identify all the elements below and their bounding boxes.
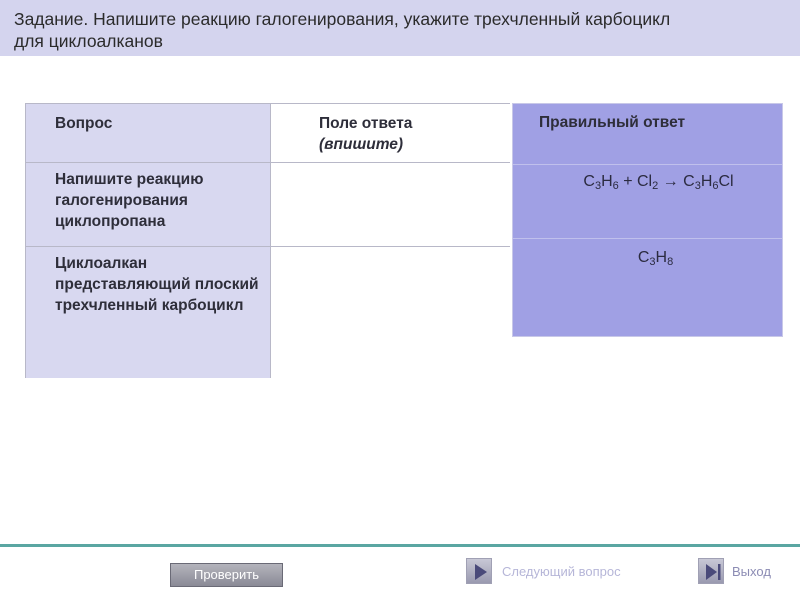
task-line-2: для циклоалканов: [14, 31, 163, 51]
footer-divider: [0, 544, 800, 547]
question-header-cell: [26, 104, 270, 162]
answer-field-1[interactable]: [270, 162, 510, 246]
answer-header-hint: (впишите): [319, 136, 404, 153]
exit-arrow-icon: [698, 558, 724, 584]
answer-header-label: Поле ответа: [319, 115, 413, 132]
correct-answer-header: Правильный ответ: [539, 114, 686, 131]
next-question-label: Следующий вопрос: [502, 564, 621, 579]
correct-answer-formula-2: $C_3H_8$: [637, 249, 674, 268]
question-text-1: Напишите реакцию галогенирования циклопропана: [55, 171, 204, 230]
task-line-1: Задание. Напишите реакцию галогенирования, укажите трехчленный карбоцикл: [14, 9, 671, 29]
question-table: [25, 103, 510, 378]
answer-field-2[interactable]: [270, 246, 510, 378]
correct-answer-panel: [512, 103, 783, 337]
task-header: [0, 0, 800, 56]
correct-answer-formula-1: $C_3H_6 + Cl_2 \to C_3H_6Cl$: [583, 173, 734, 192]
answer-header: [319, 113, 499, 155]
task-text: [14, 8, 794, 52]
exit-label: Выход: [732, 564, 771, 579]
check-button[interactable]: Проверить: [170, 563, 283, 587]
correct-answer-header-row: [513, 104, 782, 164]
correct-answer-row-1: [513, 164, 782, 238]
question-cell-1: [26, 162, 270, 246]
exit-button[interactable]: [698, 558, 788, 586]
question-header: Вопрос: [55, 115, 113, 132]
next-question-button[interactable]: [466, 558, 656, 586]
question-text-2: Циклоалкан представляющий плоский трехчленный карбоцикл: [55, 255, 259, 314]
answer-header-cell: [270, 104, 510, 162]
next-arrow-icon: [466, 558, 492, 584]
correct-answer-row-2: [513, 238, 782, 337]
question-cell-2: [26, 246, 270, 378]
